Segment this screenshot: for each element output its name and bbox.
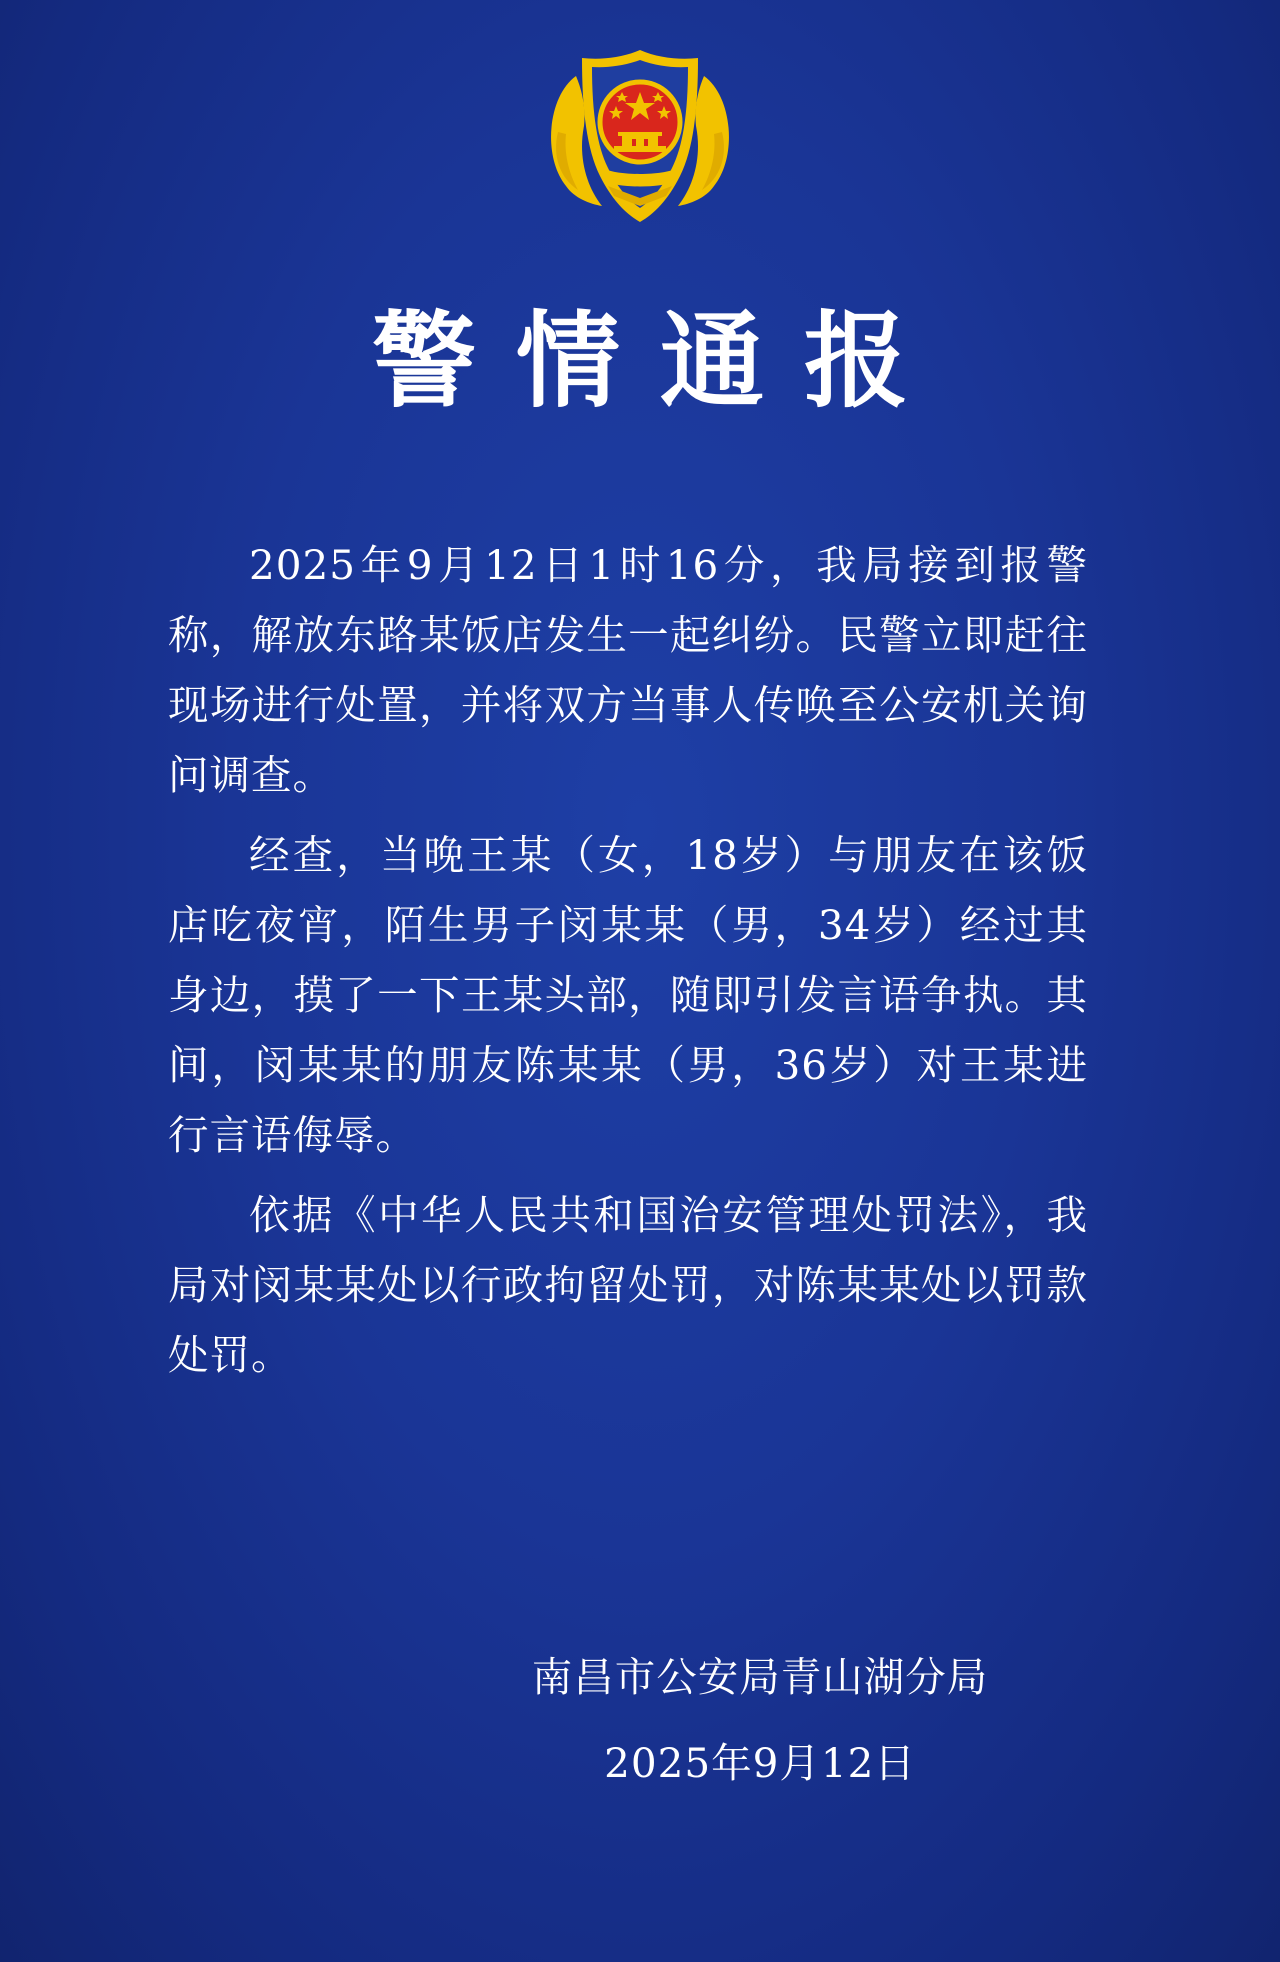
notice-body: [168, 530, 1088, 1400]
issue-date: 2025年9月12日: [604, 1739, 916, 1787]
page-title: 警情通报: [371, 300, 948, 422]
paragraph-incident: 2025年9月12日1时16分，我局接到报警称，解放东路某饭店发生一起纠纷。民警立即赶往现场进行处置，并将双方当事人传唤至公安机关询问调查。: [168, 541, 1088, 799]
issuing-organization: 南昌市公安局青山湖分局: [531, 1653, 989, 1701]
paragraph-investigation: 经查，当晚王某（女，18岁）与朋友在该饭店吃夜宵，陌生男子闵某某（男，34岁）经过其身边，摸了一下王某头部，随即引发言语争执。其间，闵某某的朋友陈某某（男，36岁）对王某进行言语侮辱。: [168, 831, 1088, 1159]
police-badge-icon: [538, 36, 742, 236]
signature-block: [520, 1634, 1000, 1806]
paragraph-penalty: 依据《中华人民共和国治安管理处罚法》，我局对闵某某处以行政拘留处罚，对陈某某处以罚款处罚。: [168, 1191, 1088, 1379]
